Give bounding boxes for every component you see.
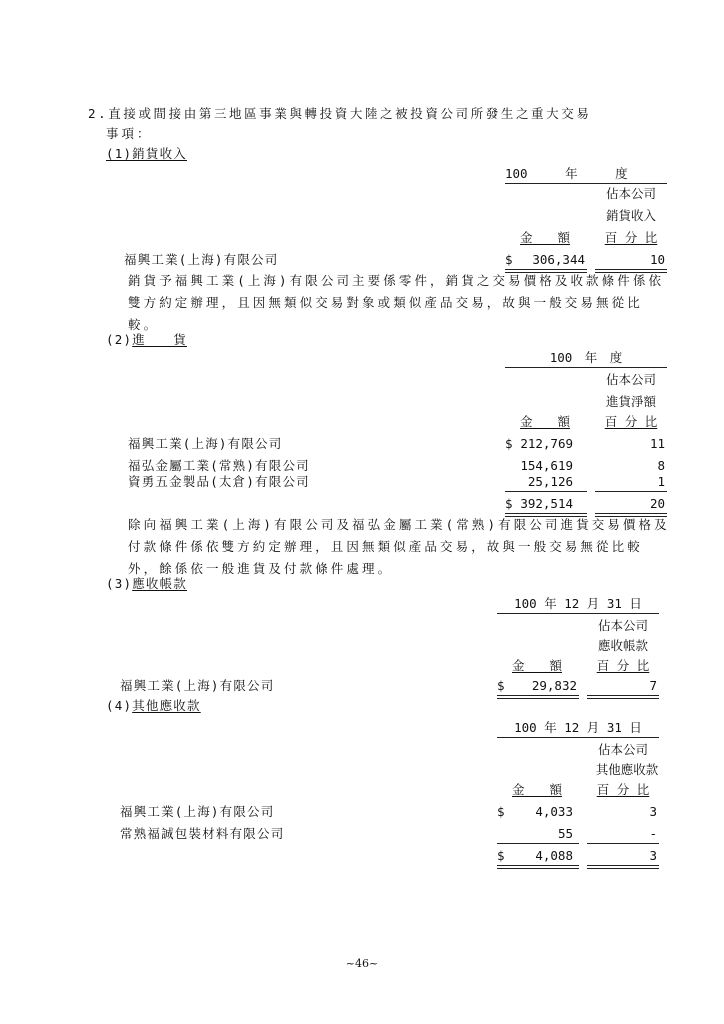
sales-title: (1)銷貨收入 (106, 146, 187, 161)
other-receivables-row-pct: - (649, 826, 657, 841)
purchases-pct-header-1: 佔本公司 (605, 372, 656, 387)
purchases-amount-header: 金 額 (519, 414, 570, 429)
purchases-row-name: 福弘金屬工業(常熟)有限公司 (128, 458, 310, 473)
other-receivables-total-amount: 4,088 (535, 848, 573, 863)
purchases-total-currency: $ (505, 496, 513, 511)
other-receivables-row-amount: 4,033 (535, 804, 573, 819)
other-receivables-pct-header-3: 百 分 比 (596, 782, 650, 797)
other-receivables-row-name: 常熟福誠包裝材料有限公司 (120, 826, 285, 841)
other-receivables-pct-header-2: 其他應收款 (595, 762, 659, 777)
purchases-title: (2)進 貨 (106, 332, 187, 347)
receivables-pct-header-1: 佔本公司 (597, 618, 648, 633)
receivables-row-pct: 7 (649, 678, 657, 693)
sales-row-name: 福興工業(上海)有限公司 (124, 252, 279, 267)
purchases-year-header: 100 年 度 (549, 350, 623, 365)
sales-row-currency: $ (505, 252, 513, 267)
sales-row-amount: 306,344 (532, 252, 585, 267)
purchases-total-amount: 392,514 (520, 496, 573, 511)
purchases-note: 除向福興工業(上海)有限公司及福弘金屬工業(常熟)有限公司進貨交易價格及付款條件係依雙方約定辦理，且因無類似產品交易，故與一般交易無從比較外，餘係依一般進貨及付款條件處理。 (128, 517, 670, 576)
purchases-row-pct: 8 (657, 458, 665, 473)
purchases-row-amount: 25,126 (527, 474, 573, 489)
purchases-row-pct: 11 (649, 436, 665, 451)
other-receivables-total-pct: 3 (649, 848, 657, 863)
sales-row-pct: 10 (649, 252, 665, 267)
receivables-pct-header-2: 應收帳款 (597, 638, 648, 653)
other-receivables-row-amount: 55 (557, 826, 573, 841)
sales-year-header: 100 年 度 (505, 166, 628, 181)
sales-pct-header-2: 銷貨收入 (605, 208, 656, 223)
purchases-pct-header-2: 進貨淨額 (605, 394, 656, 409)
purchases-row-amount: 154,619 (520, 458, 573, 473)
receivables-row-amount: 29,832 (531, 678, 577, 693)
purchases-pct-header-3: 百 分 比 (604, 414, 658, 429)
other-receivables-date-header: 100 年 12 月 31 日 (514, 720, 642, 735)
sales-note: 銷貨予福興工業(上海)有限公司主要係零件，銷貨之交易價格及收款條件係依雙方約定辦理，且因無類似交易對象或類似產品交易，故與一般交易無從比較。 (128, 273, 665, 332)
other-receivables-row-pct: 3 (649, 804, 657, 819)
purchases-row-name: 資勇五金製品(太倉)有限公司 (128, 474, 310, 489)
purchases-total-pct: 20 (649, 496, 665, 511)
other-receivables-total-currency: $ (497, 848, 505, 863)
receivables-row-currency: $ (497, 678, 505, 693)
purchases-row-amount: 212,769 (520, 436, 573, 451)
sales-amount-header: 金 額 (519, 230, 570, 245)
purchases-row-name: 福興工業(上海)有限公司 (128, 436, 283, 451)
section-heading-cont: 事項： (106, 126, 153, 141)
receivables-title: (3)應收帳款 (106, 576, 187, 591)
section-heading: 2.直接或間接由第三地區事業與轉投資大陸之被投資公司所發生之重大交易 (88, 106, 592, 121)
other-receivables-amount-header: 金 額 (511, 782, 562, 797)
sales-pct-header-3: 百 分 比 (604, 230, 658, 245)
other-receivables-row-name: 福興工業(上海)有限公司 (120, 804, 275, 819)
receivables-row-name: 福興工業(上海)有限公司 (120, 678, 275, 693)
receivables-date-header: 100 年 12 月 31 日 (514, 596, 642, 611)
other-receivables-pct-header-1: 佔本公司 (597, 742, 648, 757)
sales-pct-header-1: 佔本公司 (605, 186, 656, 201)
receivables-amount-header: 金 額 (511, 658, 562, 673)
purchases-row-currency: $ (505, 436, 513, 451)
purchases-row-pct: 1 (657, 474, 665, 489)
other-receivables-title: (4)其他應收款 (106, 698, 201, 713)
other-receivables-row-currency: $ (497, 804, 505, 819)
receivables-pct-header-3: 百 分 比 (596, 658, 650, 673)
page-number: ~46~ (345, 957, 379, 970)
